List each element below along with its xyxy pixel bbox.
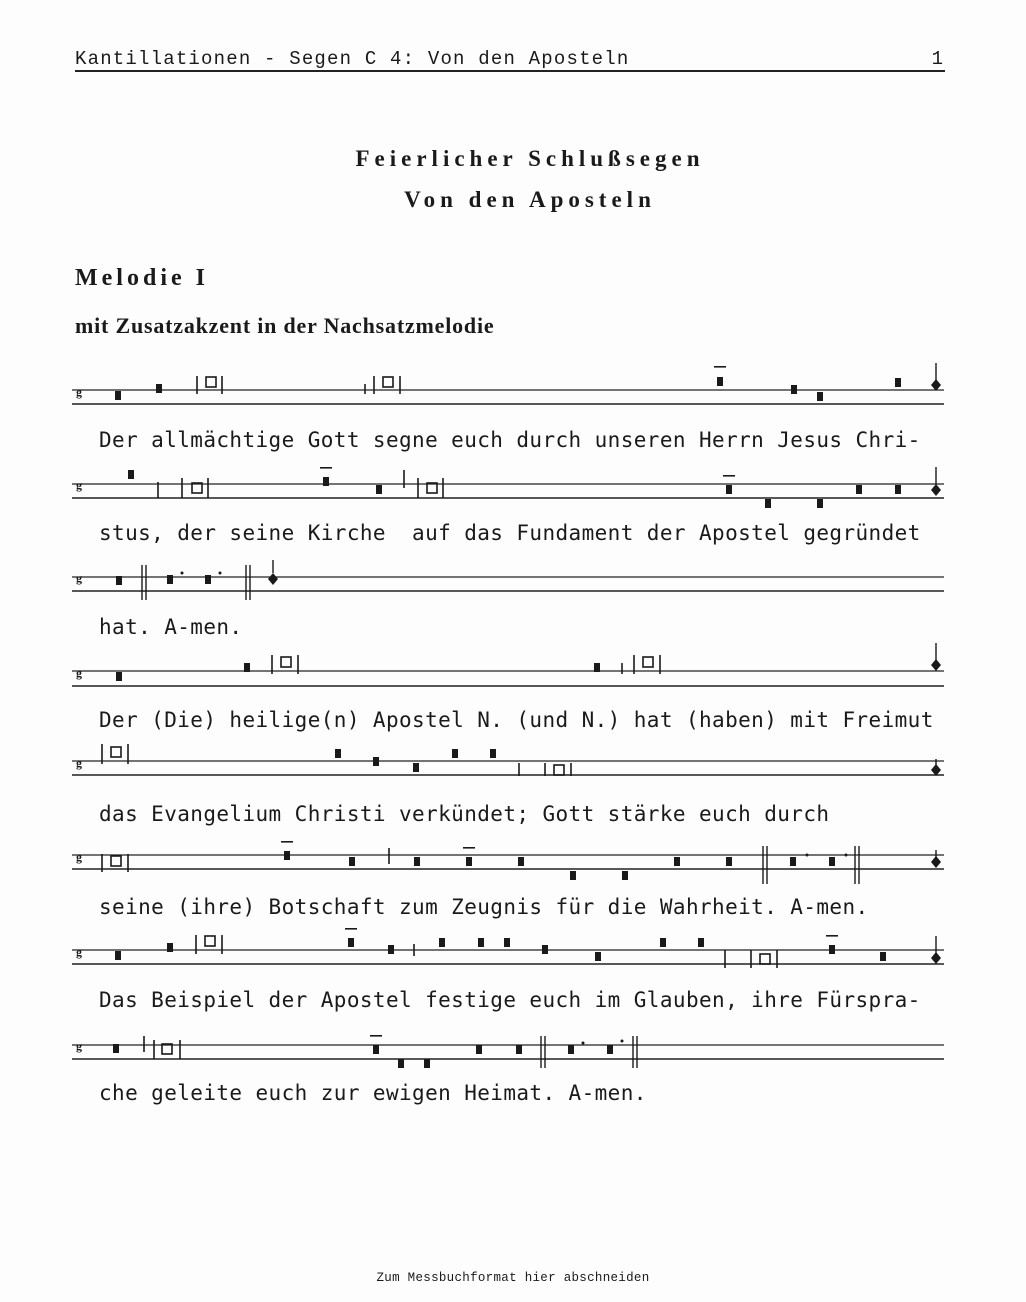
page-number: 1 xyxy=(931,48,943,70)
document-title: Feierlicher Schlußsegen xyxy=(355,146,705,171)
music-staff xyxy=(72,738,944,796)
section-subtitle: mit Zusatzakzent in der Nachsatzmelodie xyxy=(75,313,495,338)
clef-g: g xyxy=(76,571,82,585)
lyric-line: Das Beispiel der Apostel festige euch im Glauben, ihre Fürspra- xyxy=(99,988,921,1012)
document-subtitle: Von den Aposteln xyxy=(404,187,656,212)
music-staff xyxy=(72,643,944,701)
lyric-line: Der allmächtige Gott segne euch durch unseren Herrn Jesus Chri- xyxy=(99,428,921,452)
cut-instruction: Zum Messbuchformat hier abschneiden xyxy=(376,1271,650,1285)
music-staff xyxy=(72,922,944,980)
clef-g: g xyxy=(76,478,82,492)
clef-g: g xyxy=(76,666,82,680)
music-staff xyxy=(72,1026,944,1084)
lyric-line: che geleite euch zur ewigen Heimat. A-men. xyxy=(99,1081,647,1105)
lyric-line: Der (Die) heilige(n) Apostel N. (und N.) hat (haben) mit Freimut xyxy=(99,708,934,732)
clef-g: g xyxy=(76,756,82,770)
clef-g: g xyxy=(76,945,82,959)
music-staff xyxy=(72,363,944,421)
clef-g: g xyxy=(76,850,82,864)
lyric-line: hat. A-men. xyxy=(99,615,243,639)
running-header xyxy=(75,46,945,72)
running-title: Kantillationen - Segen C 4: Von den Aposteln xyxy=(75,48,630,70)
lyric-line: das Evangelium Christi verkündet; Gott stärke euch durch xyxy=(99,802,830,826)
lyric-line: seine (ihre) Botschaft zum Zeugnis für die Wahrheit. A-men. xyxy=(99,895,869,919)
music-staff xyxy=(72,465,944,523)
lyric-line: stus, der seine Kirche auf das Fundament der Apostel gegründet xyxy=(99,521,921,545)
music-staff xyxy=(72,832,944,890)
section-title: Melodie I xyxy=(75,265,209,291)
clef-g: g xyxy=(76,1039,82,1053)
clef-g: g xyxy=(76,385,82,399)
music-staff xyxy=(72,560,944,618)
